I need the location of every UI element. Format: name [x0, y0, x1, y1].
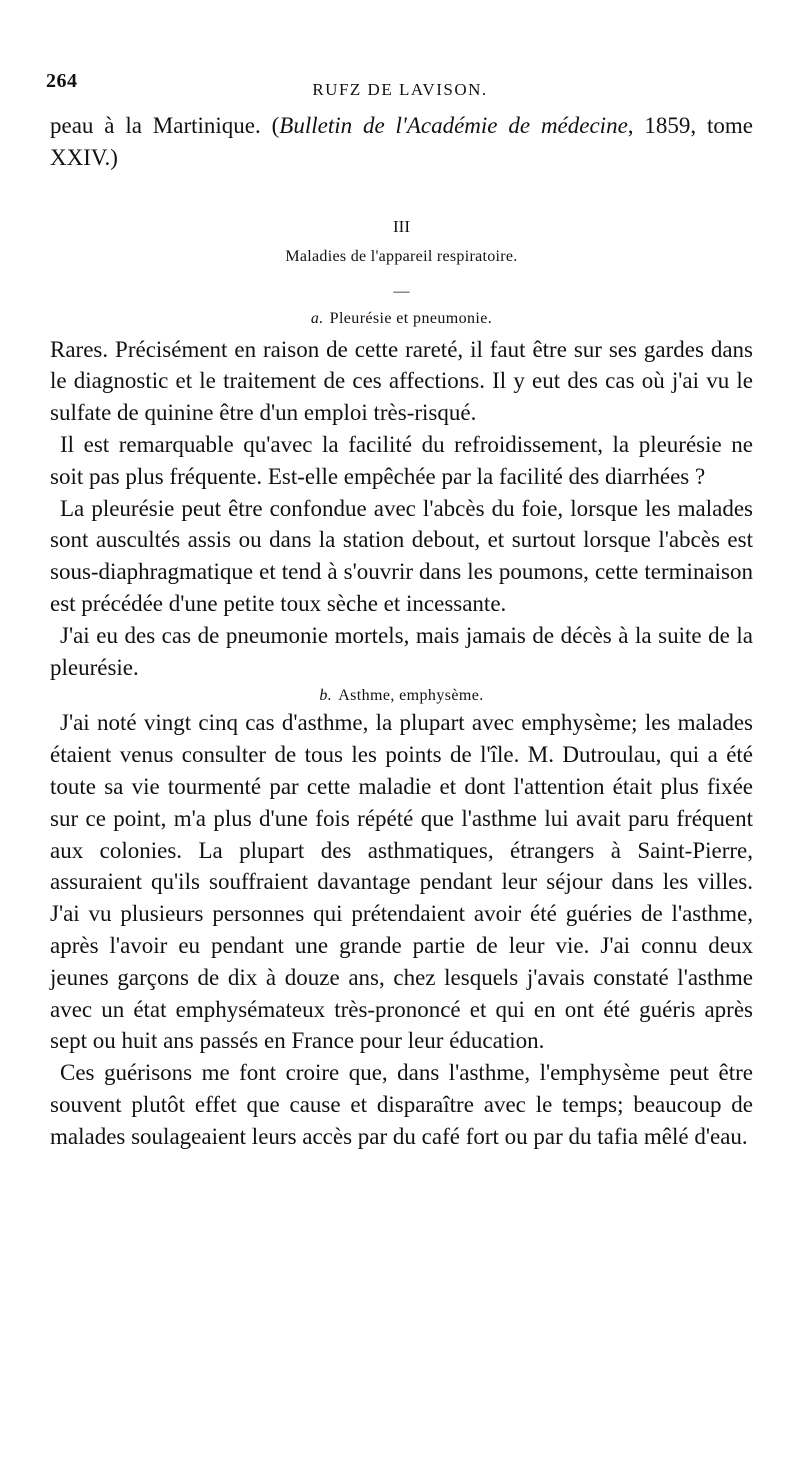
subsection-a-letter: a. — [310, 309, 324, 327]
intro-paragraph — [50, 110, 753, 174]
page-body — [50, 110, 753, 1153]
subsection-b-title: Asthme, emphysème. — [338, 687, 484, 705]
subsection-b-letter: b. — [319, 687, 333, 705]
paragraph-a-4: J'ai eu des cas de pneumonie mortels, mais jamais de décès à la suite de la pleurésie. — [50, 622, 753, 680]
subsection-a-title: Pleurésie et pneumonie. — [329, 309, 493, 327]
paragraph-a-1: Rares. Précisément en raison de cette rareté, il faut être sur ses gardes dans le diagnostic et le traitement de ces affections. Il y eut des cas où j'ai vu le sulfate de quinine être d'un emploi très-risqué. — [50, 336, 753, 426]
intro-text-before: peau à la Martinique. ( — [50, 113, 280, 138]
intro-text-after: , 1859, tome XXIV.) — [50, 113, 753, 170]
citation-title: Bulletin de l'Académie de médecine — [279, 113, 628, 138]
running-title: RUFZ DE LAVISON. — [312, 80, 488, 99]
paragraph-a-3: La pleurésie peut être confondue avec l'abcès du foie, lorsque les malades sont auscultés assis ou dans la station debout, et surtout lorsque l'abcès est sous-diaphragmatique et tend à s'ouvrir dans les poumons, cette terminaison est précédée d'une petite toux sèche et incessante. — [50, 495, 753, 616]
page-number: 264 — [46, 70, 78, 92]
subsection-a-heading — [50, 308, 753, 330]
subsection-b-heading — [50, 685, 753, 707]
paragraph-a-2: Il est remarquable qu'avec la facilité du refroidissement, la pleurésie ne soit pas plus fréquente. Est-elle empêchée par la facilité des diarrhées ? — [50, 431, 753, 489]
paragraph-b-1: J'ai noté vingt cinq cas d'asthme, la plupart avec emphysème; les malades étaient venus consulter de tous les points de l'île. M. Dutroulau, qui a été toute sa vie tourmenté par cette maladie et dont l'attention était plus fixée sur ce point, m'a plus d'une fois répété que l'asthme lui avait paru fréquent aux colonies. La plupart des asthmatiques, étrangers à Saint-Pierre, assuraient qu'ils souffraient davantage pendant leur séjour dans les villes. J'ai vu plusieurs personnes qui prétendaient avoir été guéries de l'asthme, après l'avoir eu pendant une grande partie de leur vie. J'ai connu deux jeunes garçons de dix à douze ans, chez lesquels j'avais constaté l'asthme avec un état emphysémateux très-prononcé et qui en ont été guéris après sept ou huit ans passés en France pour leur éducation. — [50, 710, 753, 1054]
section-number: III — [393, 216, 410, 236]
section-title: Maladies de l'appareil respiratoire. — [285, 247, 518, 265]
section-dash: — — [393, 282, 410, 300]
running-header — [0, 70, 800, 110]
paragraph-b-2: Ces guérisons me font croire que, dans l'asthme, l'emphysème peut être souvent plutôt effet que cause et disparaître avec le temps; beaucoup de malades soulageaient leurs accès par du café fort ou par du tafia mêlé d'eau. — [50, 1060, 753, 1149]
